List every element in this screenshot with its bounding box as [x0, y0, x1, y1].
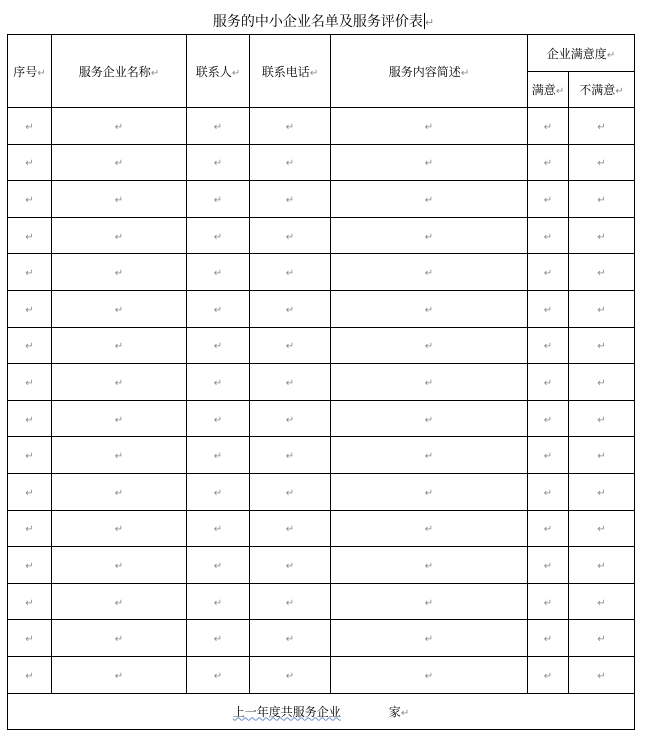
paragraph-mark-icon: ↵ — [114, 158, 124, 170]
table-row — [8, 108, 635, 145]
paragraph-mark-icon: ↵ — [213, 121, 223, 133]
paragraph-mark-icon: ↵ — [597, 597, 606, 609]
cell-company[interactable] — [52, 181, 187, 218]
cell-contact[interactable] — [187, 144, 250, 181]
cell-unsatisfied[interactable] — [569, 437, 635, 474]
paragraph-mark-icon: ↵ — [285, 377, 295, 389]
cell-index[interactable] — [8, 437, 52, 474]
table-row — [8, 437, 635, 474]
footer-suffix: 家 — [388, 704, 401, 719]
cell-index[interactable] — [8, 364, 52, 401]
cell-phone[interactable] — [250, 400, 331, 437]
cell-description[interactable] — [331, 364, 528, 401]
header-satisfied-cell[interactable] — [528, 72, 569, 108]
paragraph-mark-icon: ↵ — [114, 451, 124, 463]
paragraph-mark-icon: ↵ — [25, 231, 34, 243]
paragraph-mark-icon: ↵ — [150, 67, 160, 79]
paragraph-mark-icon: ↵ — [460, 67, 470, 79]
paragraph-mark-icon: ↵ — [213, 377, 223, 389]
cell-index[interactable] — [8, 583, 52, 620]
paragraph-mark-icon: ↵ — [285, 524, 295, 536]
cell-index[interactable] — [8, 473, 52, 510]
header-index-cell[interactable] — [8, 35, 52, 108]
paragraph-mark-icon: ↵ — [25, 634, 34, 646]
table-row — [8, 254, 635, 291]
paragraph-mark-icon: ↵ — [424, 231, 434, 243]
cell-contact[interactable] — [187, 473, 250, 510]
paragraph-mark-icon: ↵ — [424, 560, 434, 572]
cell-description[interactable] — [331, 437, 528, 474]
cell-phone[interactable] — [250, 327, 331, 364]
paragraph-mark-icon: ↵ — [424, 158, 434, 170]
cell-satisfied[interactable] — [528, 656, 569, 693]
cell-index[interactable] — [8, 254, 52, 291]
paragraph-mark-icon: ↵ — [213, 524, 223, 536]
paragraph-mark-icon: ↵ — [597, 451, 606, 463]
cell-contact[interactable] — [187, 290, 250, 327]
paragraph-mark-icon: ↵ — [25, 268, 34, 280]
table-row — [8, 620, 635, 657]
cell-description[interactable] — [331, 217, 528, 254]
table-row — [8, 510, 635, 547]
cell-unsatisfied[interactable] — [569, 510, 635, 547]
paragraph-mark-icon: ↵ — [424, 341, 434, 353]
cell-description[interactable] — [331, 547, 528, 584]
paragraph-mark-icon: ↵ — [213, 634, 223, 646]
paragraph-mark-icon: ↵ — [543, 341, 553, 353]
cell-index[interactable] — [8, 510, 52, 547]
paragraph-mark-icon: ↵ — [424, 194, 434, 206]
paragraph-mark-icon: ↵ — [213, 268, 223, 280]
cell-company[interactable] — [52, 510, 187, 547]
paragraph-mark-icon: ↵ — [37, 67, 46, 79]
paragraph-mark-icon: ↵ — [285, 670, 295, 682]
cell-satisfied[interactable] — [528, 400, 569, 437]
paragraph-mark-icon: ↵ — [114, 414, 124, 426]
cell-satisfied[interactable] — [528, 364, 569, 401]
paragraph-mark-icon: ↵ — [25, 597, 34, 609]
header-satisfaction: 企业满意度 — [546, 46, 607, 61]
cell-unsatisfied[interactable] — [569, 181, 635, 218]
paragraph-mark-icon: ↵ — [424, 121, 434, 133]
table-row — [8, 656, 635, 693]
paragraph-mark-icon: ↵ — [114, 231, 124, 243]
cell-contact[interactable] — [187, 108, 250, 145]
paragraph-mark-icon: ↵ — [25, 560, 34, 572]
paragraph-mark-icon: ↵ — [213, 194, 223, 206]
paragraph-mark-icon: ↵ — [114, 194, 124, 206]
paragraph-mark-icon: ↵ — [231, 67, 241, 79]
cell-company[interactable] — [52, 327, 187, 364]
cell-unsatisfied[interactable] — [569, 583, 635, 620]
paragraph-mark-icon: ↵ — [543, 414, 553, 426]
header-phone: 联系电话 — [261, 64, 310, 79]
paragraph-mark-icon: ↵ — [597, 231, 606, 243]
paragraph-mark-icon: ↵ — [555, 86, 565, 97]
paragraph-mark-icon: ↵ — [285, 597, 295, 609]
cell-contact[interactable] — [187, 327, 250, 364]
paragraph-mark-icon: ↵ — [424, 487, 434, 499]
paragraph-mark-icon: ↵ — [25, 451, 34, 463]
cell-contact[interactable] — [187, 620, 250, 657]
paragraph-mark-icon: ↵ — [25, 304, 34, 316]
paragraph-mark-icon: ↵ — [615, 86, 624, 97]
cell-company[interactable] — [52, 473, 187, 510]
cell-description[interactable] — [331, 327, 528, 364]
cell-satisfied[interactable] — [528, 217, 569, 254]
paragraph-mark-icon: ↵ — [597, 670, 606, 682]
cell-description[interactable] — [331, 144, 528, 181]
paragraph-mark-icon: ↵ — [25, 670, 34, 682]
cell-description[interactable] — [331, 254, 528, 291]
paragraph-mark-icon: ↵ — [543, 304, 553, 316]
cell-company[interactable] — [52, 400, 187, 437]
table-row — [8, 364, 635, 401]
paragraph-mark-icon: ↵ — [285, 121, 295, 133]
paragraph-mark-icon: ↵ — [309, 67, 319, 79]
paragraph-mark-icon: ↵ — [213, 597, 223, 609]
paragraph-mark-icon: ↵ — [213, 560, 223, 572]
cell-company[interactable] — [52, 547, 187, 584]
cell-index[interactable] — [8, 181, 52, 218]
cell-satisfied[interactable] — [528, 327, 569, 364]
paragraph-mark-icon: ↵ — [25, 341, 34, 353]
cell-satisfied[interactable] — [528, 473, 569, 510]
header-unsatisfied: 不满意 — [579, 83, 616, 97]
header-unsatisfied-cell[interactable] — [569, 72, 635, 108]
cell-description[interactable] — [331, 583, 528, 620]
footer-row — [8, 693, 635, 729]
paragraph-mark-icon: ↵ — [213, 670, 223, 682]
cell-phone[interactable] — [250, 583, 331, 620]
paragraph-mark-icon: ↵ — [285, 304, 295, 316]
table-row — [8, 144, 635, 181]
paragraph-mark-icon: ↵ — [543, 597, 553, 609]
cell-phone[interactable] — [250, 547, 331, 584]
cell-description[interactable] — [331, 473, 528, 510]
paragraph-mark-icon: ↵ — [285, 268, 295, 280]
paragraph-mark-icon: ↵ — [543, 194, 553, 206]
paragraph-mark-icon: ↵ — [543, 670, 553, 682]
paragraph-mark-icon: ↵ — [543, 634, 553, 646]
cell-contact[interactable] — [187, 181, 250, 218]
cell-description[interactable] — [331, 620, 528, 657]
paragraph-mark-icon: ↵ — [597, 341, 606, 353]
paragraph-mark-icon: ↵ — [543, 451, 553, 463]
cell-phone[interactable] — [250, 473, 331, 510]
cell-phone[interactable] — [250, 620, 331, 657]
paragraph-mark-icon: ↵ — [597, 487, 606, 499]
paragraph-mark-icon: ↵ — [114, 341, 124, 353]
paragraph-mark-icon: ↵ — [114, 487, 124, 499]
paragraph-mark-icon: ↵ — [424, 524, 434, 536]
paragraph-mark-icon: ↵ — [606, 49, 616, 61]
cell-description[interactable] — [331, 400, 528, 437]
cell-satisfied[interactable] — [528, 437, 569, 474]
paragraph-mark-icon: ↵ — [543, 158, 553, 170]
paragraph-mark-icon: ↵ — [285, 194, 295, 206]
cell-satisfied[interactable] — [528, 290, 569, 327]
cell-satisfied[interactable] — [528, 254, 569, 291]
paragraph-mark-icon: ↵ — [543, 377, 553, 389]
paragraph-mark-icon: ↵ — [285, 634, 295, 646]
cell-index[interactable] — [8, 327, 52, 364]
paragraph-mark-icon: ↵ — [424, 597, 434, 609]
paragraph-mark-icon: ↵ — [213, 304, 223, 316]
paragraph-mark-icon: ↵ — [597, 194, 606, 206]
footer-prefix: 上一年度共服务企业 — [232, 704, 341, 719]
paragraph-mark-icon: ↵ — [213, 451, 223, 463]
paragraph-mark-icon: ↵ — [285, 560, 295, 572]
header-satisfied: 满意 — [531, 83, 556, 97]
table-row — [8, 400, 635, 437]
cell-contact[interactable] — [187, 437, 250, 474]
header-row-1 — [8, 35, 635, 72]
cell-index[interactable] — [8, 547, 52, 584]
table-row — [8, 547, 635, 584]
cell-phone[interactable] — [250, 108, 331, 145]
paragraph-mark-icon: ↵ — [543, 524, 553, 536]
cell-company[interactable] — [52, 254, 187, 291]
cell-unsatisfied[interactable] — [569, 108, 635, 145]
paragraph-mark-icon: ↵ — [25, 487, 34, 499]
table-row — [8, 290, 635, 327]
cell-satisfied[interactable] — [528, 583, 569, 620]
header-index: 序号 — [13, 64, 38, 79]
cell-description[interactable] — [331, 108, 528, 145]
cell-satisfied[interactable] — [528, 620, 569, 657]
paragraph-mark-icon: ↵ — [285, 414, 295, 426]
paragraph-mark-icon: ↵ — [114, 634, 124, 646]
paragraph-mark-icon: ↵ — [114, 377, 124, 389]
table-row — [8, 181, 635, 218]
cell-index[interactable] — [8, 400, 52, 437]
paragraph-mark-icon: ↵ — [424, 634, 434, 646]
cell-unsatisfied[interactable] — [569, 364, 635, 401]
paragraph-mark-icon: ↵ — [114, 304, 124, 316]
cell-company[interactable] — [52, 290, 187, 327]
header-contact-cell[interactable] — [187, 35, 250, 108]
cell-unsatisfied[interactable] — [569, 217, 635, 254]
table-row — [8, 473, 635, 510]
cell-company[interactable] — [52, 217, 187, 254]
cell-satisfied[interactable] — [528, 144, 569, 181]
cell-index[interactable] — [8, 108, 52, 145]
cell-unsatisfied[interactable] — [569, 656, 635, 693]
paragraph-mark-icon: ↵ — [25, 524, 34, 536]
paragraph-mark-icon: ↵ — [114, 670, 124, 682]
cell-company[interactable] — [52, 437, 187, 474]
cell-description[interactable] — [331, 290, 528, 327]
paragraph-mark-icon: ↵ — [543, 231, 553, 243]
header-phone-cell[interactable] — [250, 35, 331, 108]
cell-contact[interactable] — [187, 510, 250, 547]
cell-unsatisfied[interactable] — [569, 620, 635, 657]
cell-unsatisfied[interactable] — [569, 547, 635, 584]
cell-index[interactable] — [8, 290, 52, 327]
paragraph-mark-icon: ↵ — [597, 634, 606, 646]
cell-unsatisfied[interactable] — [569, 400, 635, 437]
paragraph-mark-icon: ↵ — [597, 414, 606, 426]
paragraph-mark-icon: ↵ — [424, 451, 434, 463]
footer-cell[interactable] — [8, 693, 635, 729]
header-contact: 联系人 — [195, 64, 232, 79]
cell-contact[interactable] — [187, 364, 250, 401]
paragraph-mark-icon: ↵ — [114, 560, 124, 572]
cell-unsatisfied[interactable] — [569, 327, 635, 364]
cell-satisfied[interactable] — [528, 108, 569, 145]
paragraph-mark-icon: ↵ — [424, 670, 434, 682]
table-row — [8, 583, 635, 620]
document-title — [0, 12, 647, 33]
paragraph-mark-icon: ↵ — [543, 268, 553, 280]
document-title-text: 服务的中小企业名单及服务评价表 — [212, 14, 423, 30]
paragraph-mark-icon: ↵ — [25, 414, 34, 426]
cell-company[interactable] — [52, 144, 187, 181]
paragraph-mark-icon: ↵ — [597, 121, 606, 133]
paragraph-mark-icon: ↵ — [213, 341, 223, 353]
paragraph-mark-icon: ↵ — [285, 231, 295, 243]
paragraph-mark-icon: ↵ — [285, 451, 295, 463]
cell-company[interactable] — [52, 108, 187, 145]
cell-contact[interactable] — [187, 547, 250, 584]
header-description: 服务内容简述 — [388, 64, 461, 79]
cell-company[interactable] — [52, 656, 187, 693]
cell-phone[interactable] — [250, 217, 331, 254]
cell-company[interactable] — [52, 583, 187, 620]
paragraph-mark-icon: ↵ — [213, 487, 223, 499]
cell-index[interactable] — [8, 620, 52, 657]
paragraph-mark-icon: ↵ — [25, 158, 34, 170]
cell-satisfied[interactable] — [528, 510, 569, 547]
paragraph-mark-icon: ↵ — [597, 304, 606, 316]
cell-description[interactable] — [331, 510, 528, 547]
paragraph-mark-icon: ↵ — [25, 377, 34, 389]
cell-unsatisfied[interactable] — [569, 473, 635, 510]
paragraph-mark-icon: ↵ — [597, 268, 606, 280]
cell-index[interactable] — [8, 144, 52, 181]
cell-contact[interactable] — [187, 400, 250, 437]
paragraph-mark-icon: ↵ — [213, 158, 223, 170]
header-company-cell[interactable] — [52, 35, 187, 108]
paragraph-mark-icon: ↵ — [543, 487, 553, 499]
paragraph-mark-icon: ↵ — [285, 487, 295, 499]
paragraph-mark-icon: ↵ — [114, 121, 124, 133]
cell-contact[interactable] — [187, 583, 250, 620]
table-row — [8, 327, 635, 364]
cell-company[interactable] — [52, 364, 187, 401]
cell-index[interactable] — [8, 656, 52, 693]
cell-satisfied[interactable] — [528, 547, 569, 584]
paragraph-mark-icon: ↵ — [597, 524, 606, 536]
cell-phone[interactable] — [250, 656, 331, 693]
paragraph-mark-icon: ↵ — [25, 194, 34, 206]
paragraph-mark-icon: ↵ — [400, 707, 410, 719]
cell-satisfied[interactable] — [528, 181, 569, 218]
cell-phone[interactable] — [250, 437, 331, 474]
paragraph-mark-icon: ↵ — [424, 377, 434, 389]
cell-company[interactable] — [52, 620, 187, 657]
cell-phone[interactable] — [250, 254, 331, 291]
header-company: 服务企业名称 — [78, 64, 151, 79]
service-evaluation-table — [7, 34, 635, 730]
table-row — [8, 217, 635, 254]
cell-phone[interactable] — [250, 144, 331, 181]
cell-contact[interactable] — [187, 656, 250, 693]
cell-phone[interactable] — [250, 510, 331, 547]
header-satisfaction-cell[interactable] — [528, 35, 635, 72]
paragraph-mark-icon: ↵ — [285, 341, 295, 353]
cell-unsatisfied[interactable] — [569, 144, 635, 181]
paragraph-mark-icon: ↵ — [424, 16, 435, 29]
paragraph-mark-icon: ↵ — [597, 377, 606, 389]
cell-phone[interactable] — [250, 181, 331, 218]
paragraph-mark-icon: ↵ — [114, 524, 124, 536]
paragraph-mark-icon: ↵ — [424, 304, 434, 316]
paragraph-mark-icon: ↵ — [597, 158, 606, 170]
paragraph-mark-icon: ↵ — [213, 414, 223, 426]
cell-contact[interactable] — [187, 254, 250, 291]
cell-description[interactable] — [331, 656, 528, 693]
cell-description[interactable] — [331, 181, 528, 218]
paragraph-mark-icon: ↵ — [213, 231, 223, 243]
paragraph-mark-icon: ↵ — [114, 268, 124, 280]
cell-contact[interactable] — [187, 217, 250, 254]
cell-index[interactable] — [8, 217, 52, 254]
paragraph-mark-icon: ↵ — [543, 121, 553, 133]
header-description-cell[interactable] — [331, 35, 528, 108]
cell-unsatisfied[interactable] — [569, 254, 635, 291]
paragraph-mark-icon: ↵ — [424, 414, 434, 426]
paragraph-mark-icon: ↵ — [543, 560, 553, 572]
paragraph-mark-icon: ↵ — [114, 597, 124, 609]
cell-unsatisfied[interactable] — [569, 290, 635, 327]
paragraph-mark-icon: ↵ — [597, 560, 606, 572]
paragraph-mark-icon: ↵ — [285, 158, 295, 170]
paragraph-mark-icon: ↵ — [25, 121, 34, 133]
cell-phone[interactable] — [250, 290, 331, 327]
paragraph-mark-icon: ↵ — [424, 268, 434, 280]
cell-phone[interactable] — [250, 364, 331, 401]
